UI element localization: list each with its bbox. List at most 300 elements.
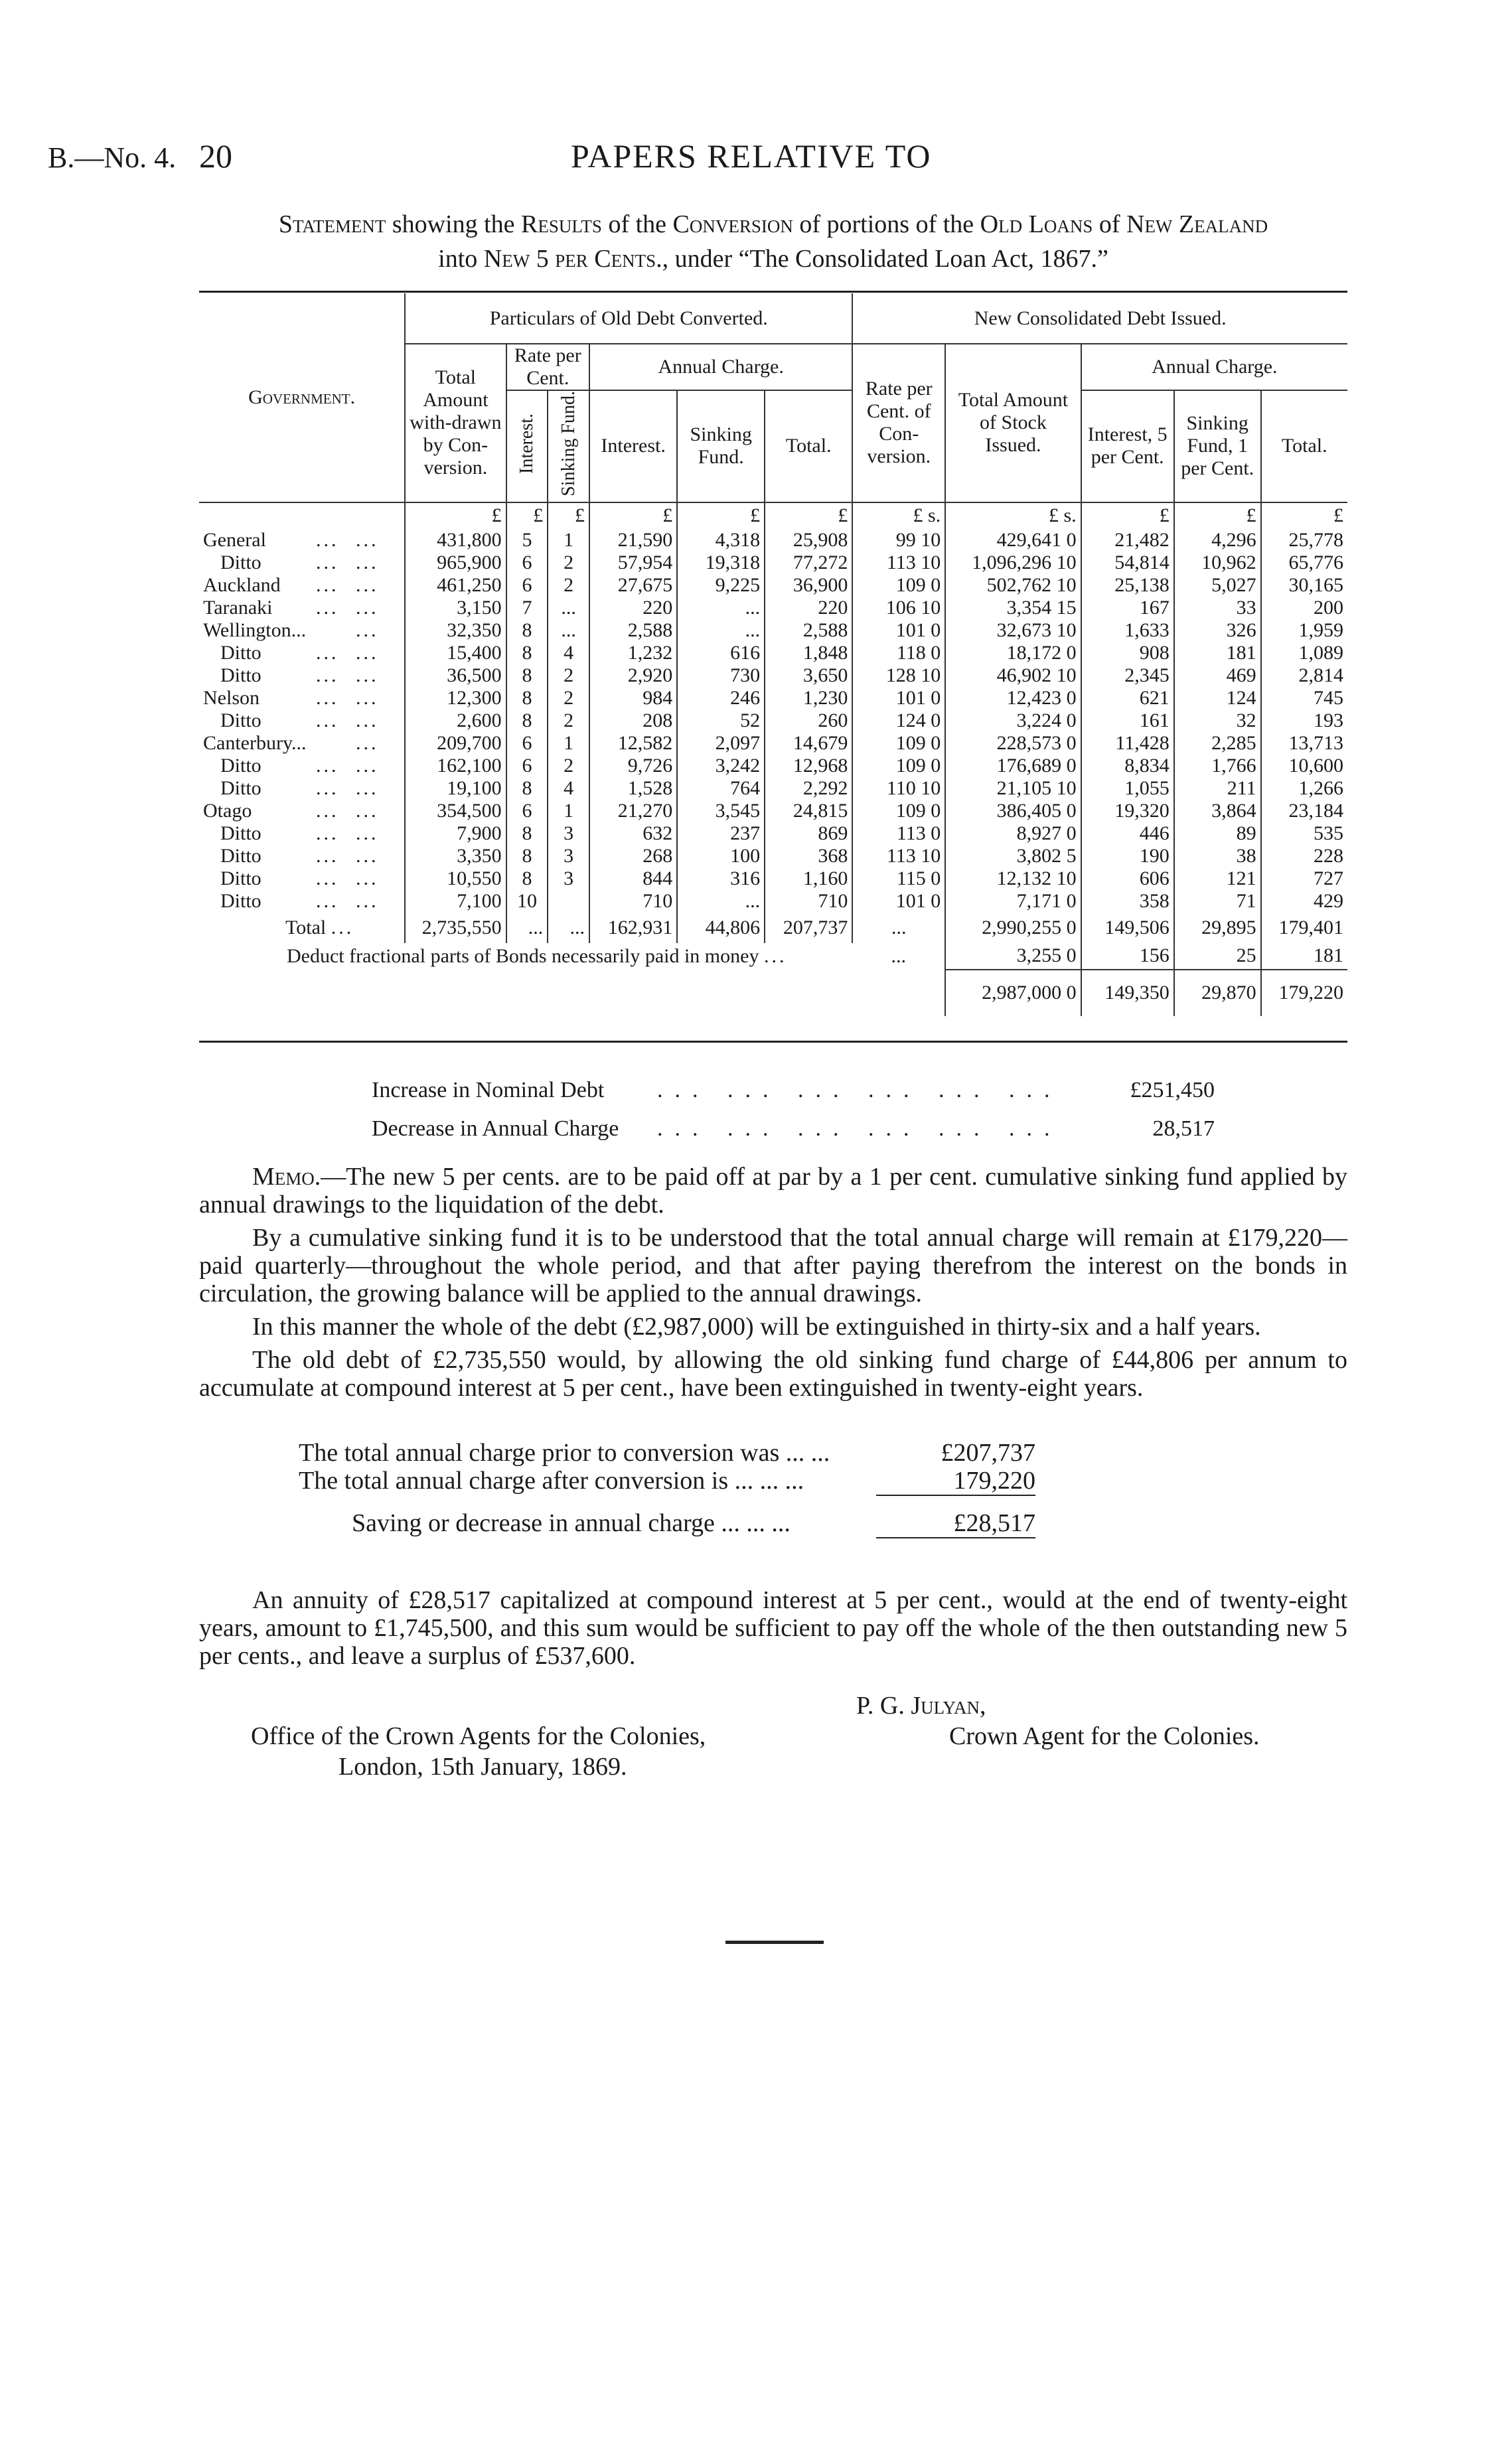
table-caption	[199, 207, 1347, 276]
table-cell: 19,320	[1081, 800, 1174, 822]
table-cell: 6	[506, 755, 548, 777]
total-cell: 162,931	[589, 913, 677, 943]
header-annual-charge: Annual Charge.	[589, 344, 852, 390]
table-row	[199, 552, 1347, 574]
table-cell: 1,959	[1298, 619, 1343, 641]
caption-word: New 5 per Cents.	[483, 245, 662, 273]
memo-paragraph-3: In this manner the whole of the debt (£2,987,000) will be extinguished in thirty-six and a half years.	[252, 1313, 1261, 1341]
increase-label: Increase in Nominal Debt	[372, 1078, 605, 1102]
table-cell: 57,954	[589, 552, 677, 574]
table-cell: 32	[1174, 709, 1261, 732]
caption-word: Results	[521, 210, 602, 238]
table-cell: 3	[548, 867, 589, 890]
government-cell: General ... ...	[199, 529, 405, 552]
header-total-withdrawn: Total Amount with-drawn by Con-version.	[405, 344, 506, 502]
final-sinking: 29,870	[1174, 970, 1261, 1016]
deduct-interest: 156	[1081, 943, 1174, 970]
leader-dots: ... ... ... ... ... ...	[657, 1116, 1062, 1141]
table-cell: 7,900	[405, 822, 506, 845]
table-cell: 21,105 10	[945, 777, 1081, 800]
unit-cell: £	[589, 502, 677, 529]
header-interest-5: Interest, 5 per Cent.	[1081, 390, 1174, 502]
table-cell: 99 10	[852, 529, 945, 552]
after-charge-line: The total annual charge after conversion is ... ... ... 179,220	[299, 1467, 1035, 1495]
table-row	[199, 800, 1347, 822]
table-cell: 8	[506, 822, 548, 845]
table-cell: 109 0	[852, 800, 945, 822]
total-cell: 44,806	[677, 913, 765, 943]
table-cell: 3,150	[405, 597, 506, 619]
table-cell: 268	[589, 845, 677, 867]
table-cell: 3,802 5	[945, 845, 1081, 867]
table-cell: 2,292	[765, 777, 852, 800]
table-cell: 10,962	[1174, 552, 1261, 574]
table-cell: 109 0	[852, 574, 945, 597]
total-cell: 207,737	[765, 913, 852, 943]
table-row	[199, 890, 1347, 913]
table-cell: 8	[506, 777, 548, 800]
table-cell: 764	[677, 777, 765, 800]
memo-paragraph-1: Memo.—The new 5 per cents. are to be paid off at par by a 1 per cent. cumulative sinking fund applied by annual drawings to the liquidation of the debt.	[199, 1163, 1347, 1219]
table-cell: 3,224 0	[945, 709, 1081, 732]
table-cell: 101 0	[852, 619, 945, 642]
table-cell: 984	[589, 687, 677, 709]
table-cell	[548, 890, 589, 913]
table-cell: 36,900	[765, 574, 852, 597]
table-cell: 429,641 0	[945, 529, 1081, 552]
government-cell: Taranaki ... ...	[199, 597, 405, 619]
table-cell: 77,272	[765, 552, 852, 574]
government-cell: Otago ... ...	[199, 800, 405, 822]
table-row	[199, 755, 1347, 777]
table-cell: 200	[1314, 596, 1343, 619]
final-row	[199, 970, 1347, 1016]
caption-word: Conversion	[672, 210, 793, 238]
header-government: Government.	[199, 293, 405, 502]
table-cell: 965,900	[405, 552, 506, 574]
header-stock-issued: Total Amount of Stock Issued.	[945, 344, 1081, 502]
table-cell: 113 10	[852, 552, 945, 574]
prior-charge-value: £207,737	[941, 1439, 1035, 1467]
table-cell: 21,270	[589, 800, 677, 822]
table-cell: 193	[1314, 709, 1343, 731]
table-cell: 7,171 0	[945, 890, 1081, 913]
table-cell: 316	[677, 867, 765, 890]
deduct-sinking: 25	[1174, 943, 1261, 970]
table-cell: 12,132 10	[945, 867, 1081, 890]
table-cell: 115 0	[852, 867, 945, 890]
table-cell: 727	[1314, 867, 1343, 889]
table-cell: 32,350	[405, 619, 506, 642]
caption-line-1	[199, 207, 1347, 242]
table-cell: 220	[765, 597, 852, 619]
table-row	[199, 642, 1347, 664]
table-cell: 469	[1174, 664, 1261, 687]
table-cell: 12,300	[405, 687, 506, 709]
signatory-name: P. G. Julyan,	[856, 1692, 986, 1720]
table-cell: 2,285	[1174, 732, 1261, 755]
table-row	[199, 529, 1347, 552]
table-cell: 260	[765, 709, 852, 732]
memo-paragraph-2: By a cumulative sinking fund it is to be understood that the total annual charge will remain at £179,220—paid quarterly—throughout the whole period, and that after paying therefrom the interest on the bonds in circulation, the growing balance will be applied to the annual drawings.	[199, 1224, 1347, 1307]
header-rate-interest: Interest.	[506, 390, 548, 502]
table-cell: 4	[548, 642, 589, 664]
caption-text: into	[438, 245, 484, 273]
table-cell: 8,834	[1081, 755, 1174, 777]
table-cell: 12,423 0	[945, 687, 1081, 709]
table-cell: 8	[506, 664, 548, 687]
table-cell: 358	[1081, 890, 1174, 913]
table-cell: 6	[506, 732, 548, 755]
table-cell: 23,184	[1288, 799, 1343, 822]
table-cell: 2,920	[589, 664, 677, 687]
table-cell: 12,582	[589, 732, 677, 755]
header-rate-conversion: Rate per Cent. of Con-version.	[852, 344, 945, 502]
total-cell: ...	[548, 913, 589, 943]
table-cell: 2	[548, 709, 589, 732]
table-cell: 10,600	[1288, 754, 1343, 777]
table-cell: 1	[548, 800, 589, 822]
table-cell: 606	[1081, 867, 1174, 890]
table-cell: 190	[1081, 845, 1174, 867]
table-cell: 3,650	[765, 664, 852, 687]
table-cell: 124 0	[852, 709, 945, 732]
memo	[199, 1163, 1347, 1407]
caption-text: of portions of the	[793, 210, 980, 238]
table-row	[199, 867, 1347, 890]
table-cell: 25,908	[765, 529, 852, 552]
table-cell: ...	[548, 619, 589, 642]
table-totals	[199, 913, 1347, 1016]
table-cell: 2,097	[677, 732, 765, 755]
deduct-label: Deduct fractional parts of Bonds necessarily paid in money ...	[287, 944, 787, 967]
header-new-debt: New Consolidated Debt Issued.	[852, 293, 1347, 344]
unit-cell: £ s.	[852, 502, 945, 529]
table-cell: 844	[589, 867, 677, 890]
table-cell: 461,250	[405, 574, 506, 597]
table-cell: 113 0	[852, 822, 945, 845]
table-cell: 429	[1314, 889, 1343, 912]
table-body	[199, 502, 1347, 913]
table-cell: 710	[589, 890, 677, 913]
unit-cell: £	[405, 502, 506, 529]
charge-calculation	[299, 1439, 1035, 1538]
table-cell: 25,778	[1288, 528, 1343, 551]
table-cell: 869	[765, 822, 852, 845]
decrease-label: Decrease in Annual Charge	[372, 1116, 619, 1141]
table-cell: 128 10	[852, 664, 945, 687]
table-cell: 9,726	[589, 755, 677, 777]
government-cell: Ditto ... ...	[199, 845, 405, 867]
table-row	[199, 574, 1347, 597]
table-cell: 33	[1174, 597, 1261, 619]
table-cell: 2	[548, 664, 589, 687]
table-cell: 109 0	[852, 732, 945, 755]
caption-text: of the	[601, 210, 673, 238]
prior-charge-line: The total annual charge prior to conversion was ... ... £207,737	[299, 1439, 1035, 1467]
final-stock: 2,987,000 0	[945, 970, 1081, 1016]
table-bottom-rule	[199, 1041, 1347, 1043]
caption-word: Statement	[278, 210, 386, 238]
table-cell: 15,400	[405, 642, 506, 664]
deduct-stock: 3,255 0	[945, 943, 1081, 970]
table-cell: 632	[589, 822, 677, 845]
government-cell: Canterbury... ...	[199, 732, 405, 755]
table-row	[199, 597, 1347, 619]
table-cell: 101 0	[852, 890, 945, 913]
table-cell: 730	[677, 664, 765, 687]
table-cell: 1,232	[589, 642, 677, 664]
table-cell: 2,345	[1081, 664, 1174, 687]
table-cell: 237	[677, 822, 765, 845]
place-date-line: London, 15th January, 1869.	[339, 1753, 627, 1781]
table-cell: 2,588	[765, 619, 852, 642]
total-cell: 179,401	[1278, 916, 1343, 938]
table-cell: 1,633	[1081, 619, 1174, 642]
table-cell: 621	[1081, 687, 1174, 709]
table-cell: 106 10	[852, 597, 945, 619]
table-cell: 2	[548, 687, 589, 709]
annuity-paragraph	[199, 1586, 1347, 1670]
table-cell: 7,100	[405, 890, 506, 913]
table-cell: 8	[506, 642, 548, 664]
saving-line: Saving or decrease in annual charge ... ... ... £28,517	[352, 1509, 1035, 1537]
table-cell: 208	[589, 709, 677, 732]
summary	[372, 1071, 1215, 1148]
caption-text: , under “The Consolidated Loan Act, 1867.”	[662, 245, 1108, 273]
unit-cell: £	[1174, 502, 1261, 529]
total-row: Total ... 2,735,550 ... ... 162,931 44,806 207,737 ... 2,990,255 0 149,506 29,895 179,401	[199, 913, 1347, 943]
table-row	[199, 777, 1347, 800]
government-cell: Auckland ... ...	[199, 574, 405, 597]
table-cell: 3	[548, 822, 589, 845]
table-cell: 1,055	[1081, 777, 1174, 800]
header-rate: Rate per Cent.	[506, 344, 589, 390]
table-cell: 13,713	[1288, 731, 1343, 754]
table-cell: 1,766	[1174, 755, 1261, 777]
government-cell: Ditto ... ...	[199, 755, 405, 777]
annuity-text: An annuity of £28,517 capitalized at compound interest at 5 per cent., would at the end of twenty-eight years, amount to £1,745,500, and this sum would be sufficient to pay off the whole of the then outstanding new 5 per cents., and leave a surplus of £537,600.	[199, 1586, 1347, 1670]
leader-dots: ... ... ... ... ... ...	[657, 1078, 1062, 1102]
table-cell: 1,528	[589, 777, 677, 800]
table-row	[199, 732, 1347, 755]
table-cell: 8,927 0	[945, 822, 1081, 845]
table-cell: 7	[506, 597, 548, 619]
table-cell: 36,500	[405, 664, 506, 687]
total-cell: 149,506	[1081, 913, 1174, 943]
decrease-line	[372, 1110, 1215, 1148]
header-sinking-1: Sinking Fund, 1 per Cent.	[1174, 390, 1261, 502]
government-cell: Ditto ... ...	[199, 890, 405, 913]
table-top-rule	[199, 291, 1347, 293]
table-cell: 431,800	[405, 529, 506, 552]
table-cell: 162,100	[405, 755, 506, 777]
table-cell: 8	[506, 867, 548, 890]
table-cell: 118 0	[852, 642, 945, 664]
table-cell: 4	[548, 777, 589, 800]
table-cell: 3,354 15	[945, 597, 1081, 619]
table-cell: 71	[1174, 890, 1261, 913]
table-cell: 368	[765, 845, 852, 867]
page-title: PAPERS RELATIVE TO	[571, 137, 932, 175]
header-total-new: Total.	[1261, 390, 1347, 502]
table-cell: 21,482	[1081, 529, 1174, 552]
table-cell: 24,815	[765, 800, 852, 822]
final-interest: 149,350	[1081, 970, 1174, 1016]
table-cell: 2	[548, 755, 589, 777]
table-cell: 4,318	[677, 529, 765, 552]
signatory-title: Crown Agent for the Colonies.	[949, 1722, 1260, 1750]
memo-paragraph-4: The old debt of £2,735,550 would, by allowing the old sinking fund charge of £44,806 per annum to accumulate at compound interest at 5 per cent., have been extinguished in twenty-eight years.	[199, 1346, 1347, 1402]
government-cell: Ditto ... ...	[199, 867, 405, 890]
table-cell: 2,588	[589, 619, 677, 642]
table-cell: 100	[677, 845, 765, 867]
table-cell: 3,350	[405, 845, 506, 867]
office-line: Office of the Crown Agents for the Colonies,	[251, 1722, 706, 1750]
unit-cell: £	[1081, 502, 1174, 529]
table-cell: ...	[548, 597, 589, 619]
table-cell: 6	[506, 574, 548, 597]
table-cell: 209,700	[405, 732, 506, 755]
table-cell: 89	[1174, 822, 1261, 845]
table-cell: 27,675	[589, 574, 677, 597]
table-row	[199, 619, 1347, 642]
caption-word: New Zealand	[1126, 210, 1268, 238]
table-cell: ...	[677, 597, 765, 619]
table-cell: 54,814	[1081, 552, 1174, 574]
table-cell: 228,573 0	[945, 732, 1081, 755]
table-cell: 2,814	[1298, 664, 1343, 686]
after-charge-value: 179,220	[876, 1467, 1035, 1496]
table-cell: 710	[765, 890, 852, 913]
header-old-debt: Particulars of Old Debt Converted.	[405, 293, 852, 344]
government-cell: Ditto ... ...	[199, 664, 405, 687]
table-cell: 109 0	[852, 755, 945, 777]
header-interest: Interest.	[589, 390, 677, 502]
table-cell: 121	[1174, 867, 1261, 890]
table-cell: 745	[1314, 686, 1343, 709]
saving-value: £28,517	[876, 1509, 1035, 1538]
table-cell: 2	[548, 574, 589, 597]
caption-text: of	[1093, 210, 1126, 238]
table-cell: 176,689 0	[945, 755, 1081, 777]
unit-cell: £	[677, 502, 765, 529]
table-cell: 1,089	[1298, 641, 1343, 664]
table-cell: 5,027	[1174, 574, 1261, 597]
table-cell: 1,096,296 10	[945, 552, 1081, 574]
table-cell: 4,296	[1174, 529, 1261, 552]
table-row	[199, 845, 1347, 867]
unit-cell: £	[1333, 504, 1343, 527]
table-cell: 25,138	[1081, 574, 1174, 597]
caption-word: Old Loans	[980, 210, 1093, 238]
deduct-cell: ...	[852, 943, 945, 970]
table-cell: ...	[677, 619, 765, 642]
table-cell: 8	[506, 845, 548, 867]
table-row	[199, 709, 1347, 732]
header-annual-charge-new: Annual Charge.	[1081, 344, 1347, 390]
unit-cell: £ s.	[945, 502, 1081, 529]
table-cell: 12,968	[765, 755, 852, 777]
table-cell: 32,673 10	[945, 619, 1081, 642]
table-cell: 2,600	[405, 709, 506, 732]
table-cell: 8	[506, 619, 548, 642]
government-cell: Ditto ... ...	[199, 642, 405, 664]
table-cell: 161	[1081, 709, 1174, 732]
table-cell: 21,590	[589, 529, 677, 552]
table-cell: 326	[1174, 619, 1261, 642]
table-cell: 8	[506, 687, 548, 709]
table-cell: 10	[506, 890, 548, 913]
unit-cell: £	[765, 502, 852, 529]
table-cell: 9,225	[677, 574, 765, 597]
table-cell: 113 10	[852, 845, 945, 867]
table-row	[199, 664, 1347, 687]
table-cell: 19,318	[677, 552, 765, 574]
government-cell: Ditto ... ...	[199, 777, 405, 800]
table-cell: 3,864	[1174, 800, 1261, 822]
header-sinking: Sinking Fund.	[677, 390, 765, 502]
table-cell: 1,230	[765, 687, 852, 709]
table-cell: 1,160	[765, 867, 852, 890]
table-cell: 110 10	[852, 777, 945, 800]
end-rule	[725, 1941, 824, 1944]
final-total: 179,220	[1278, 982, 1343, 1004]
table-cell: 101 0	[852, 687, 945, 709]
government-cell: Ditto ... ...	[199, 709, 405, 732]
table-cell: 616	[677, 642, 765, 664]
table-cell: 2	[548, 552, 589, 574]
deduct-total: 181	[1261, 943, 1347, 970]
deduct-row	[199, 943, 1347, 970]
caption-line-2	[199, 242, 1347, 276]
units-row	[199, 502, 1347, 529]
table-cell: 181	[1174, 642, 1261, 664]
table-row	[199, 822, 1347, 845]
total-cell: 2,990,255 0	[945, 913, 1081, 943]
unit-cell: £	[506, 502, 548, 529]
table-cell: 18,172 0	[945, 642, 1081, 664]
table-cell: 6	[506, 552, 548, 574]
table-cell: 65,776	[1288, 551, 1343, 573]
table-cell: 11,428	[1081, 732, 1174, 755]
increase-line	[372, 1071, 1215, 1110]
government-cell: Ditto ... ...	[199, 552, 405, 574]
table-cell: 3,242	[677, 755, 765, 777]
table-cell: 1,848	[765, 642, 852, 664]
table-cell: 446	[1081, 822, 1174, 845]
total-withdrawn: 2,735,550	[405, 913, 506, 943]
decrease-value: 28,517	[1152, 1116, 1215, 1141]
government-cell: Ditto ... ...	[199, 822, 405, 845]
table-cell: 1	[548, 732, 589, 755]
table-cell: 52	[677, 709, 765, 732]
caption-text: showing the	[386, 210, 522, 238]
table-cell: 386,405 0	[945, 800, 1081, 822]
table-cell: 6	[506, 800, 548, 822]
table-cell: 211	[1174, 777, 1261, 800]
table-cell: 246	[677, 687, 765, 709]
header-rate-sinking: Sinking Fund.	[548, 390, 589, 502]
total-cell: ...	[506, 913, 548, 943]
table-cell: 220	[589, 597, 677, 619]
document-reference: B.—No. 4.	[48, 141, 177, 174]
table-cell: 5	[506, 529, 548, 552]
conversion-table	[199, 293, 1347, 1016]
total-cell: ...	[852, 913, 945, 943]
table-cell: 502,762 10	[945, 574, 1081, 597]
table-cell: 354,500	[405, 800, 506, 822]
